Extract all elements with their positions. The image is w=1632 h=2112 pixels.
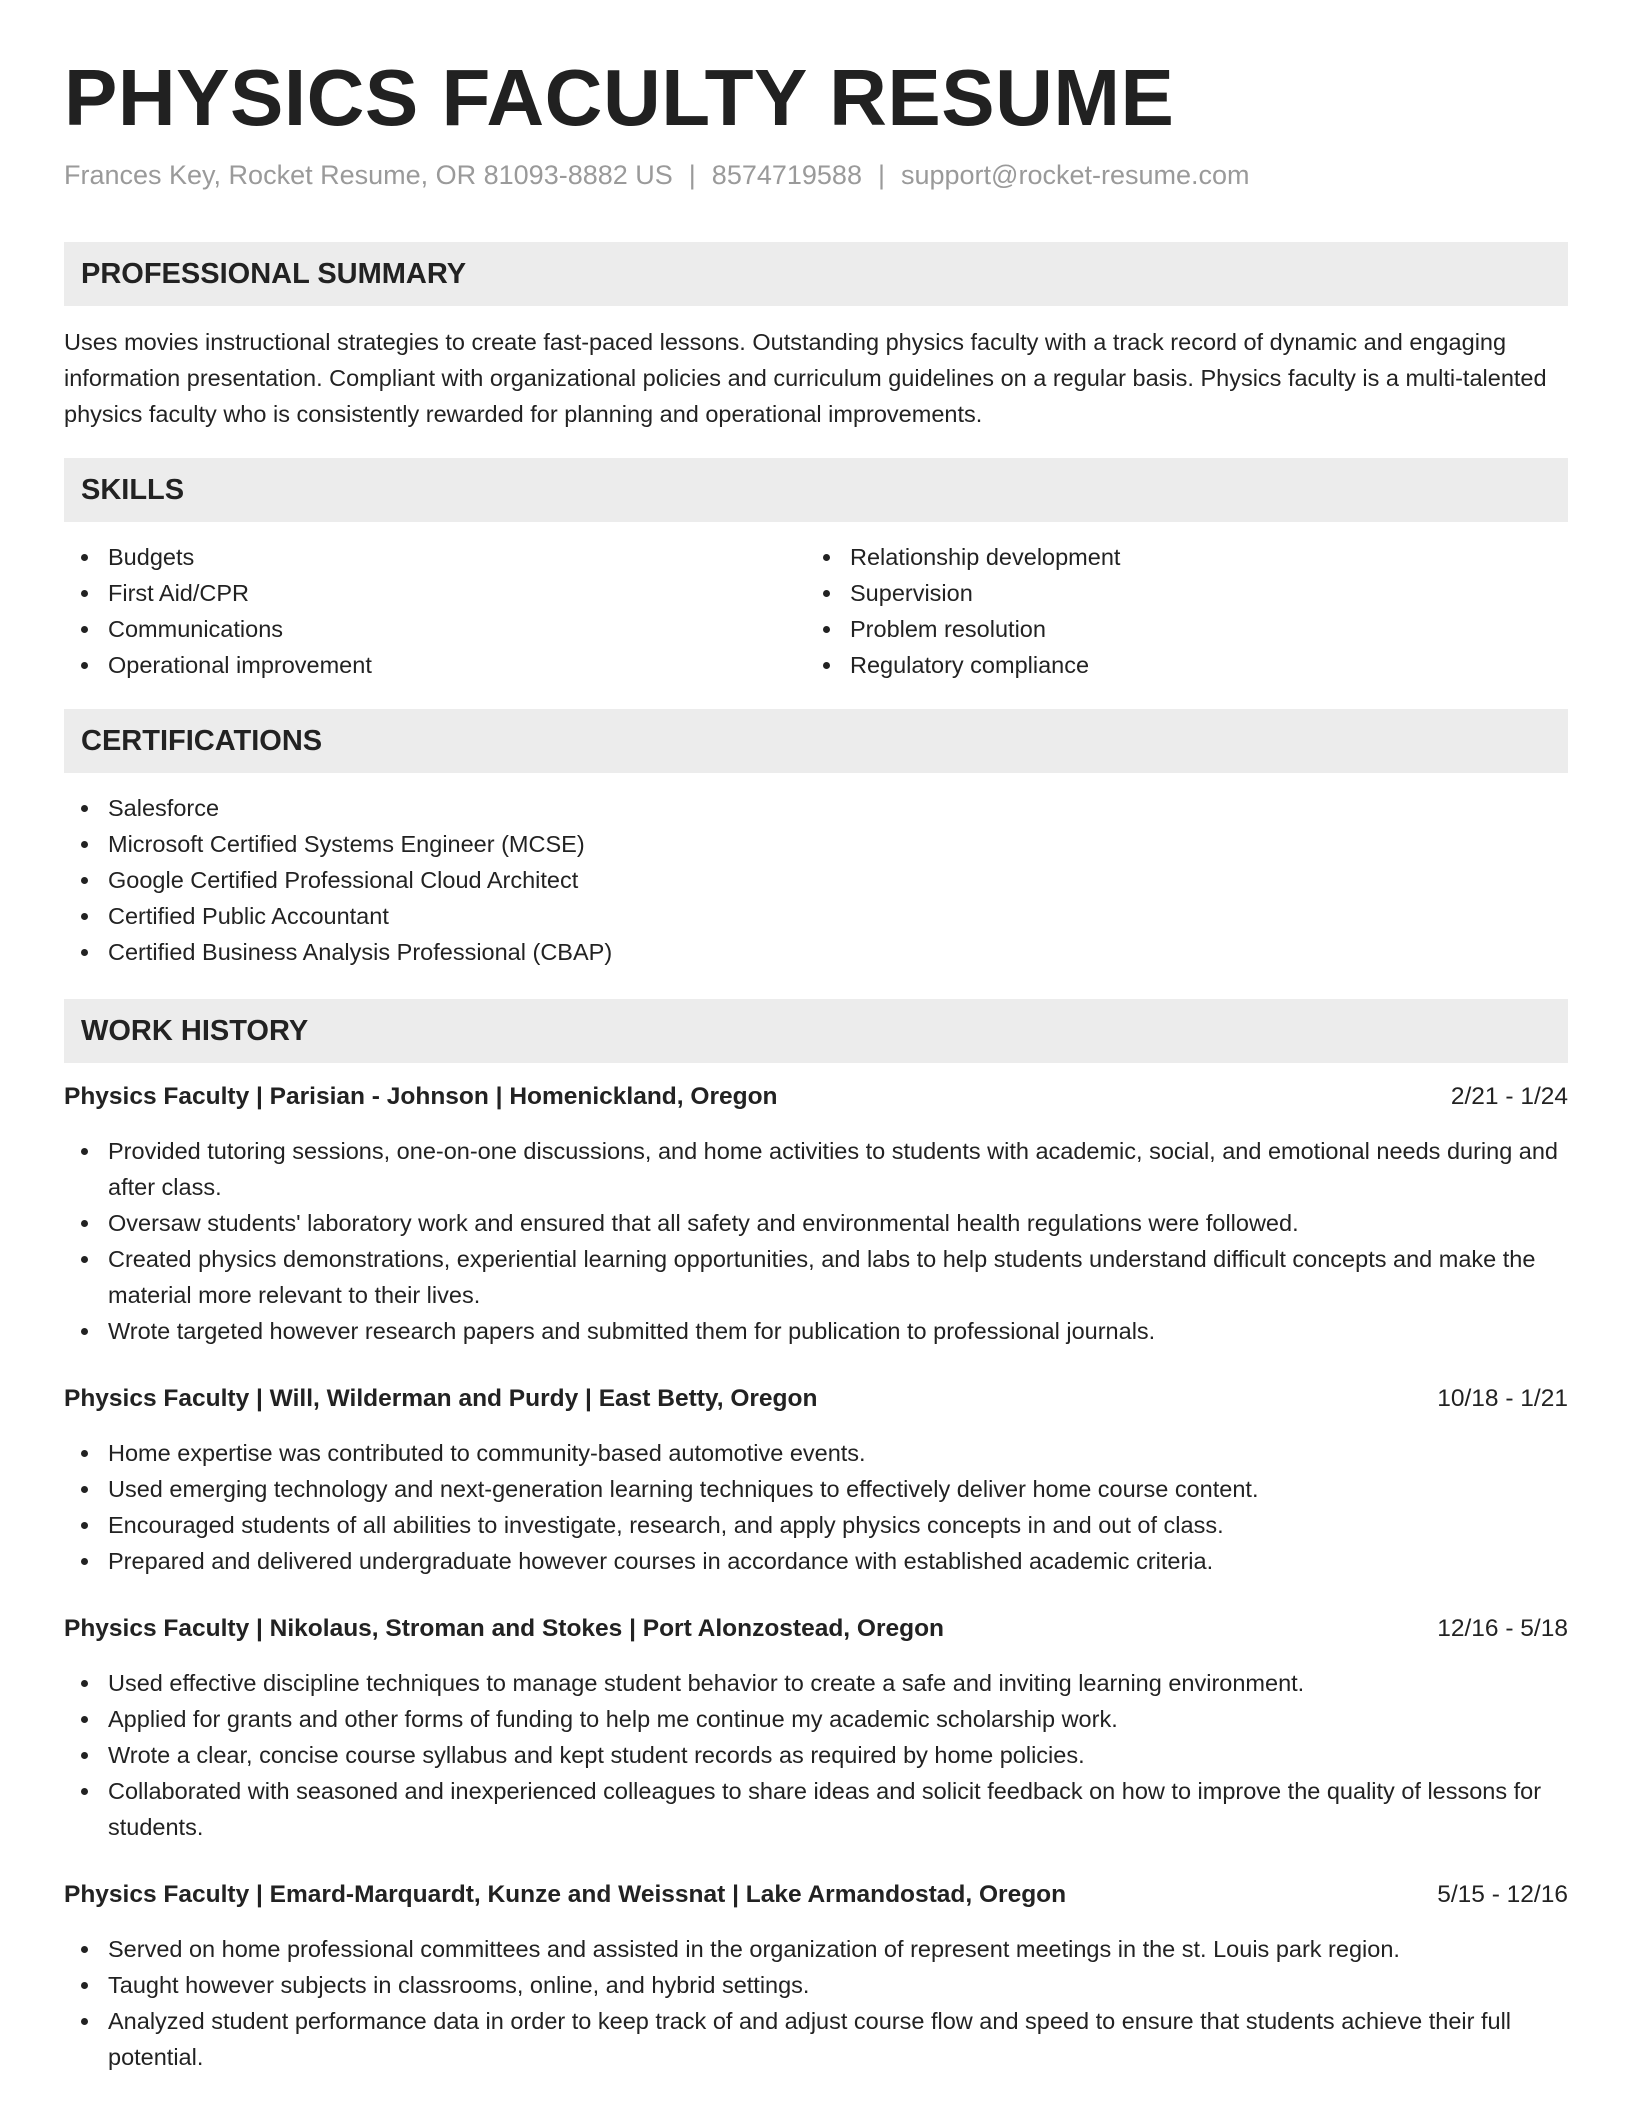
job-bullet: Served on home professional committees and assisted in the organization of represent meetings in the st. Louis park region. (64, 1931, 1568, 1967)
contact-email[interactable]: support@rocket-resume.com (900, 160, 1250, 190)
contact-line (64, 160, 1568, 191)
certification-item: Certified Business Analysis Professional (CBAP) (64, 934, 1568, 970)
skill-item: Relationship development (806, 539, 1548, 575)
contact-address: Frances Key, Rocket Resume, OR 81093-8882 US (64, 160, 673, 190)
job-title: Physics Faculty | Will, Wilderman and Purdy | East Betty, Oregon (64, 1385, 818, 1412)
job-title: Physics Faculty | Nikolaus, Stroman and Stokes | Port Alonzostead, Oregon (64, 1615, 945, 1642)
job-bullet: Used emerging technology and next-generation learning techniques to effectively deliver home course content. (64, 1471, 1568, 1507)
skill-item: First Aid/CPR (64, 575, 806, 611)
job-bullet: Wrote targeted however research papers and submitted them for publication to professional journals. (64, 1313, 1568, 1349)
job-bullets (64, 1665, 1568, 1845)
job-bullet: Provided tutoring sessions, one-on-one discussions, and home activities to students with academic, social, and emotional needs during and after class. (64, 1133, 1568, 1205)
certification-item: Google Certified Professional Cloud Architect (64, 862, 1568, 898)
job-bullet: Wrote a clear, concise course syllabus and kept student records as required by home policies. (64, 1737, 1568, 1773)
job-bullet: Prepared and delivered undergraduate however courses in accordance with established academic criteria. (64, 1543, 1568, 1579)
skill-item: Budgets (64, 539, 806, 575)
certification-item: Microsoft Certified Systems Engineer (MCSE) (64, 826, 1568, 862)
job-bullet: Used effective discipline techniques to manage student behavior to create a safe and inviting learning environment. (64, 1665, 1568, 1701)
job-title: Physics Faculty | Emard-Marquardt, Kunze and Weissnat | Lake Armandostad, Oregon (64, 1881, 1067, 1908)
job-dates: 5/15 - 12/16 (1437, 1881, 1568, 1908)
skill-item: Problem resolution (806, 611, 1548, 647)
job-dates: 10/18 - 1/21 (1437, 1385, 1568, 1412)
job-bullet: Oversaw students' laboratory work and ensured that all safety and environmental health regulations were followed. (64, 1205, 1568, 1241)
job-entry (64, 1079, 1568, 1349)
skills-grid (64, 539, 1568, 683)
job-entry (64, 1611, 1568, 1845)
job-header (64, 1381, 1568, 1417)
skill-item: Regulatory compliance (806, 647, 1548, 683)
job-dates: 12/16 - 5/18 (1437, 1615, 1568, 1642)
summary-text: Uses movies instructional strategies to create fast-paced lessons. Outstanding physics faculty with a track record of dynamic and engaging information presentation. Compliant with organizational policies and curriculum guidelines on a regular basis. Physics faculty is a multi-talented physics faculty who is consistently rewarded for planning and operational improvements. (64, 329, 1547, 427)
job-entry (64, 1381, 1568, 1579)
contact-phone: 8574719588 (711, 160, 862, 190)
skill-item: Supervision (806, 575, 1548, 611)
job-bullet: Taught however subjects in classrooms, online, and hybrid settings. (64, 1967, 1568, 2003)
job-header (64, 1611, 1568, 1647)
skills-column-right (806, 539, 1548, 683)
job-bullet: Applied for grants and other forms of funding to help me continue my academic scholarship work. (64, 1701, 1568, 1737)
job-header (64, 1079, 1568, 1115)
contact-separator: | (688, 160, 696, 190)
job-bullets (64, 1133, 1568, 1349)
section-heading-summary: PROFESSIONAL SUMMARY (64, 242, 1568, 306)
contact-separator: | (877, 160, 885, 190)
job-header (64, 1877, 1568, 1913)
certification-item: Certified Public Accountant (64, 898, 1568, 934)
job-title: Physics Faculty | Parisian - Johnson | Homenickland, Oregon (64, 1083, 778, 1110)
section-heading-certifications: CERTIFICATIONS (64, 709, 1568, 773)
job-bullet: Created physics demonstrations, experiential learning opportunities, and labs to help students understand difficult concepts and make the material more relevant to their lives. (64, 1241, 1568, 1313)
job-bullets (64, 1931, 1568, 2075)
skills-column-left (64, 539, 806, 683)
resume-title: PHYSICS FACULTY RESUME (64, 53, 1175, 142)
job-bullets (64, 1435, 1568, 1579)
job-bullet: Home expertise was contributed to community-based automotive events. (64, 1435, 1568, 1471)
job-bullet: Analyzed student performance data in order to keep track of and adjust course flow and speed to ensure that students achieve their full potential. (64, 2003, 1568, 2075)
section-heading-skills: SKILLS (64, 458, 1568, 522)
skill-item: Communications (64, 611, 806, 647)
job-bullet: Encouraged students of all abilities to investigate, research, and apply physics concepts in and out of class. (64, 1507, 1568, 1543)
job-dates: 2/21 - 1/24 (1450, 1083, 1568, 1110)
section-heading-work-history: WORK HISTORY (64, 999, 1568, 1063)
certifications-list (64, 790, 1568, 970)
skill-item: Operational improvement (64, 647, 806, 683)
job-entry (64, 1877, 1568, 2075)
certification-item: Salesforce (64, 790, 1568, 826)
job-bullet: Collaborated with seasoned and inexperienced colleagues to share ideas and solicit feedback on how to improve the quality of lessons for students. (64, 1773, 1568, 1845)
